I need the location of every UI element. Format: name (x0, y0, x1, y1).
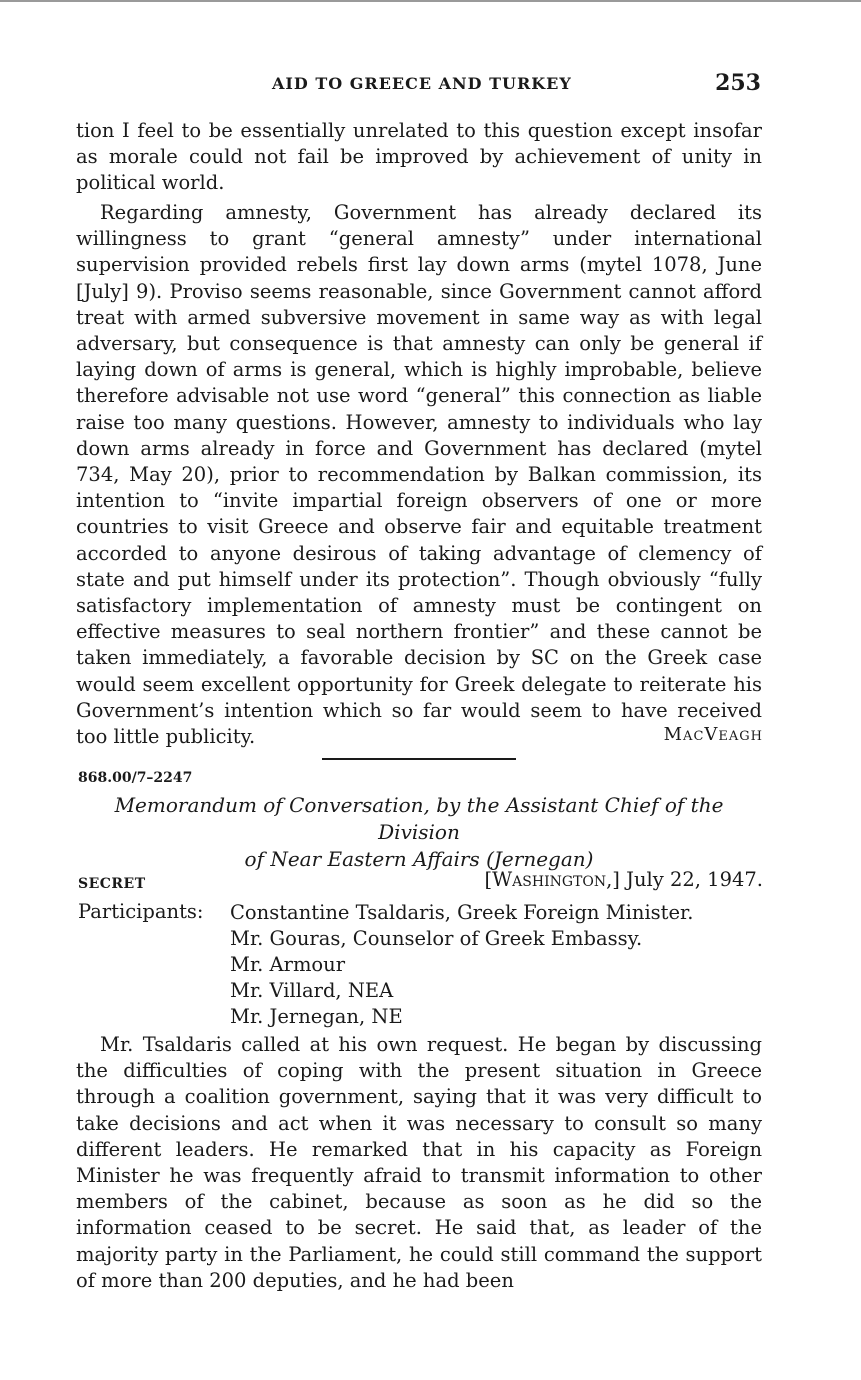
dateline-place: [Washington,] (484, 868, 620, 891)
page-top-edge (0, 0, 861, 2)
paragraph-conversation: Mr. Tsaldaris called at his own request. He began by discussing the difficulties of coping with the present situation in Greece through a coalition government, saying that it was very difficult to take decisions and act when it was necessary to consult so many different leaders. He remarked that in his capacity as Foreign Minister he was frequently afraid to transmit information to other members of the cabinet, because as soon as he did so the information ceased to be secret. He said that, as leader of the majority party in the Parliament, he could still command the support of more than 200 deputies, and he had been (76, 1033, 762, 1292)
page-number: 253 (715, 70, 761, 96)
memo-title-line-2: of Near Eastern Affairs (Jernegan) (244, 847, 594, 871)
memo-title (76, 792, 762, 873)
participant: Mr. Armour (230, 953, 346, 976)
paragraph-continuation: tion I feel to be essentially unrelated to this question except insofar as morale could not fail be improved by achievement of unity in political world. (76, 119, 762, 195)
dateline-date: July 22, 1947. (626, 868, 763, 891)
running-head: AID TO GREECE AND TURKEY (272, 74, 572, 93)
participant: Mr. Gouras, Counselor of Greek Embassy. (230, 927, 643, 950)
file-number: 868.00/7–2247 (78, 770, 193, 786)
participant: Constantine Tsaldaris, Greek Foreign Minister. (230, 901, 694, 924)
paragraph-amnesty: Regarding amnesty, Government has already declared its willingness to grant “general amnesty” under international supervision provided rebels first lay down arms (mytel 1078, June [July] 9). Proviso seems reasonable, since Government cannot afford treat with armed subversive movement in same way as with legal adversary, but consequence is that amnesty can only be general if laying down of arms is general, which is highly improbable, believe therefore advisable not use word “general” this connection as liable raise too many questions. However, amnesty to individuals who lay down arms already in force and Government has declared (mytel 734, May 20), prior to recommendation by Balkan commission, its intention to “invite impartial foreign observers of one or more countries to visit Greece and observe fair and equitable treatment accorded to anyone desirous of taking advantage of clemency of state and put himself under its protection”. Though obviously “fully satisfactory implementation of amnesty must be contingent on effective measures to seal northern frontier” and these cannot be taken immediately, a favorable decision by SC on the Greek case would seem excellent opportunity for Greek delegate to reiterate his Government’s intention which so far would seem to have received too little publicity. (76, 201, 762, 749)
participants-list (230, 900, 693, 1030)
dateline (485, 868, 763, 891)
memo-title-line-1: Memorandum of Conversation, by the Assistant Chief of the Division (114, 793, 724, 844)
participants-label: Participants: (78, 900, 204, 923)
signature: MacVeagh (663, 724, 763, 745)
participant: Mr. Jernegan, NE (230, 1005, 403, 1028)
section-divider (322, 758, 516, 760)
classification-label: SECRET (78, 876, 146, 892)
participant: Mr. Villard, NEA (230, 979, 394, 1002)
